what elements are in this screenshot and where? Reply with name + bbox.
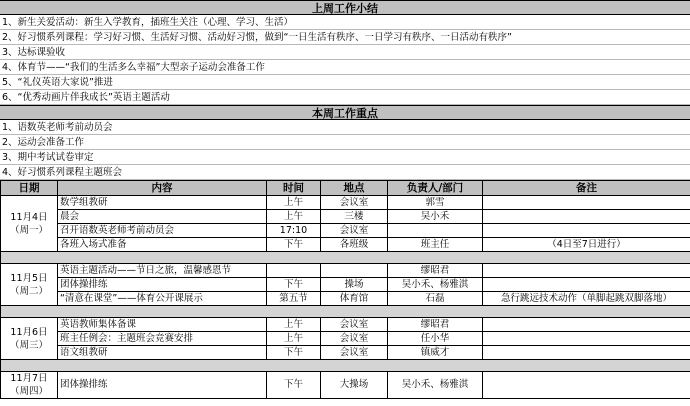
day-cell [1, 264, 58, 306]
day-separator [1, 360, 690, 372]
cell-note [483, 196, 690, 210]
list-item: 5、“礼仪英语大家说”推进 [0, 75, 690, 90]
cell-time: 下午 [267, 238, 321, 252]
cell-place: 三楼 [321, 210, 388, 224]
col-header-content: 内容 [58, 181, 267, 196]
list-item: 1、新生关爱活动：新生入学教育，插班生关注（心理、学习、生活） [0, 15, 690, 30]
list-item: 4、体育节——“我们的生活多么幸福”大型亲子运动会准备工作 [0, 60, 690, 75]
cell-time: 上午 [267, 318, 321, 332]
cell-note [483, 210, 690, 224]
cell-time: 下午 [267, 372, 321, 399]
day-date: 11月7日 [10, 373, 48, 384]
cell-person: 班主任 [388, 238, 483, 252]
list-item: 4、好习惯系列课程主题班会 [0, 165, 690, 180]
cell-note [483, 372, 690, 399]
day-date: 11月5日 [10, 272, 48, 284]
col-header-person: 负责人/部门 [388, 181, 483, 196]
col-header-date: 日期 [1, 181, 58, 196]
cell-content: 英语教师集体备课 [58, 318, 267, 332]
cell-content: 数学组教研 [58, 196, 267, 210]
cell-place: 会议室 [321, 332, 388, 346]
list-item: 3、期中考试试卷审定 [0, 150, 690, 165]
day-cell [1, 196, 58, 252]
last-week-list [0, 15, 690, 105]
cell-time: 上午 [267, 196, 321, 210]
day-separator [1, 306, 690, 318]
cell-content: “清意在课堂”——体育公开课展示 [58, 292, 267, 306]
cell-time: 上午 [267, 210, 321, 224]
cell-content: 团体操排练 [58, 278, 267, 292]
col-header-place: 地点 [321, 181, 388, 196]
this-week-list [0, 120, 690, 180]
cell-content: 团体操排练 [58, 372, 267, 399]
table-row [1, 346, 690, 360]
table-row [1, 224, 690, 238]
cell-note [483, 278, 690, 292]
cell-content: 英语主题活动——节日之旅，温馨感恩节 [58, 264, 267, 278]
cell-person: 缪昭君 [388, 264, 483, 278]
list-item: 6、“优秀动画片伴我成长”英语主题活动 [0, 90, 690, 105]
cell-place: 操场 [321, 278, 388, 292]
cell-content: 各班入场式准备 [58, 238, 267, 252]
table-row [1, 332, 690, 346]
day-date: 11月4日 [10, 211, 48, 223]
col-header-time: 时间 [267, 181, 321, 196]
cell-person [388, 224, 483, 238]
cell-place: 会议室 [321, 318, 388, 332]
cell-time: 17:10 [267, 224, 321, 238]
cell-person: 镇威才 [388, 346, 483, 360]
cell-person: 郭雪 [388, 196, 483, 210]
cell-note [483, 332, 690, 346]
table-header-row [1, 181, 690, 196]
table-row [1, 238, 690, 252]
day-cell [1, 318, 58, 360]
list-item: 3、达标课验收 [0, 45, 690, 60]
day-date: 11月6日 [10, 326, 48, 338]
cell-person: 石磊 [388, 292, 483, 306]
day-weekday: （周一） [9, 224, 48, 236]
cell-note [483, 346, 690, 360]
cell-note [483, 318, 690, 332]
table-row [1, 318, 690, 332]
cell-person: 吴小禾 [388, 210, 483, 224]
cell-content: 语文组教研 [58, 346, 267, 360]
cell-note: （4日至7日进行） [483, 238, 690, 252]
table-row [1, 210, 690, 224]
day-cell [1, 372, 58, 399]
table-row [1, 196, 690, 210]
cell-place: 大操场 [321, 372, 388, 399]
cell-place: 会议室 [321, 196, 388, 210]
cell-place: 会议室 [321, 224, 388, 238]
cell-person: 吴小禾、杨雅淇 [388, 372, 483, 399]
list-item: 2、好习惯系列课程：学习好习惯、生活好习惯、活动好习惯，做到“一日生活有秩序、一日学习有秩序、一日活动有秩序” [0, 30, 690, 45]
cell-place: 体育馆 [321, 292, 388, 306]
cell-person: 吴小禾、杨雅淇 [388, 278, 483, 292]
schedule-table [0, 180, 690, 399]
col-header-note: 备注 [483, 181, 690, 196]
cell-person: 任小华 [388, 332, 483, 346]
day-weekday: （周三） [9, 339, 48, 351]
this-week-title: 本周工作重点 [0, 105, 690, 120]
cell-time: 上午 [267, 332, 321, 346]
cell-time: 下午 [267, 278, 321, 292]
table-row [1, 292, 690, 306]
cell-person: 缪昭君 [388, 318, 483, 332]
cell-content: 晨会 [58, 210, 267, 224]
cell-place: 各班级 [321, 238, 388, 252]
cell-note: 急行跳远技术动作（单脚起跳双脚落地） [483, 292, 690, 306]
day-weekday: （周四） [9, 386, 48, 397]
cell-content: 召开语数英老师考前动员会 [58, 224, 267, 238]
day-weekday: （周二） [9, 285, 48, 297]
cell-note [483, 224, 690, 238]
table-row [1, 372, 690, 399]
list-item: 2、运动会准备工作 [0, 135, 690, 150]
table-row [1, 264, 690, 278]
cell-content: 班主任例会：主题班会竞赛安排 [58, 332, 267, 346]
cell-time: 下午 [267, 346, 321, 360]
list-item: 1、语数英老师考前动员会 [0, 120, 690, 135]
cell-time [267, 264, 321, 278]
day-separator [1, 252, 690, 264]
table-row [1, 278, 690, 292]
cell-place: 会议室 [321, 346, 388, 360]
cell-note [483, 264, 690, 278]
cell-place [321, 264, 388, 278]
cell-time: 第五节 [267, 292, 321, 306]
last-week-title: 上周工作小结 [0, 0, 690, 15]
